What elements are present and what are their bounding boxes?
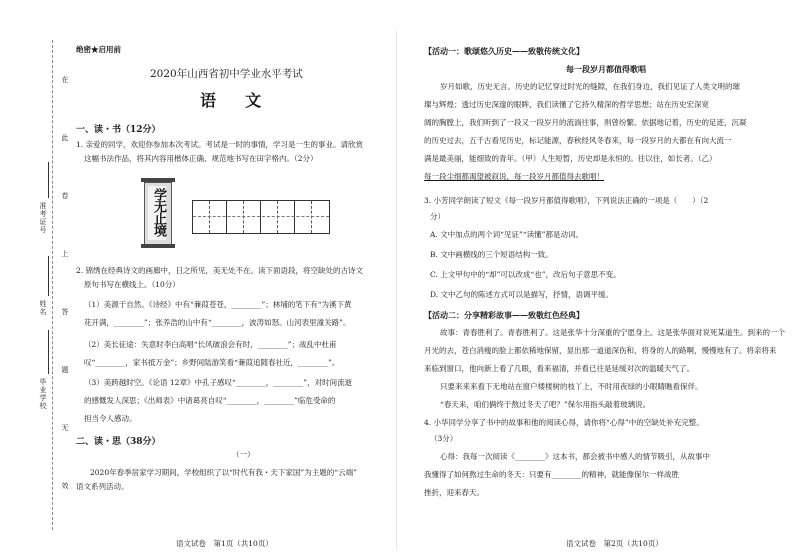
exam-id-field-label: 准考证号	[39, 202, 47, 234]
q4-text: （3分）	[430, 434, 458, 443]
writing-grid[interactable]	[192, 200, 330, 234]
q2-item: 花开满，________”；张养浩的山中有“________，波涛如怒。山河表里潼关路”。	[84, 318, 351, 327]
school-field-label: 毕业学校	[39, 378, 47, 410]
binding-line	[52, 40, 53, 530]
essay-title: 每一段岁月都值得歌唱	[566, 64, 646, 74]
story-line: 来临到窗口，他向新上看了几眼，看来福清，并看已往是延缓对次的温暖天气了。	[424, 364, 694, 373]
story-line: 故事：青春胜利了。青春胜利了。这是张华十分深重的宁愿身上。这是张华面对说死某道生。到来的一个	[440, 328, 785, 337]
section-1-heading: 一、读・书（12分）	[76, 125, 161, 135]
q3-option-c: C. 上文甲句中的“却”可以改成“也”，改后句子意思不变。	[430, 270, 621, 279]
q2-item: 叹“________，家书抵万金”；乡野间陆游笑看“蒹葭追随春社近，________”。	[84, 358, 340, 367]
name-field-line[interactable]	[48, 256, 49, 296]
q3-option-d: D. 文中乙句的陈述方式可以是描写，抒情，语调平缓。	[430, 290, 614, 299]
intro-text: 语文系列活动。	[76, 482, 129, 491]
part-one-label: （一）	[232, 450, 255, 459]
binding-char: 卷	[61, 192, 69, 200]
q2-item: （1）美源于自然。《诗经》中有“蒹葭苍苍，________”；林埔的笔下有“为溪下黄	[84, 300, 352, 309]
calligraphy-scroll	[141, 178, 175, 250]
activity-1-heading: 【活动一：歌颂悠久历史——致敬传统文化】	[424, 46, 584, 56]
activity-2-heading: 【活动二：分享精彩故事——致敬红色经典】	[424, 310, 584, 320]
essay-line: 岁月如歌，历史无言。历史的记忆穿过时光的缝隙，在我们身边，我们见证了人类文明的璀	[440, 82, 740, 91]
binding-char: 在	[61, 76, 69, 84]
q4-text: 4. 小华同学分享了书中的故事和他的阅读心得，请你将“心得”中的空缺处补充完整。	[424, 418, 704, 427]
story-line: 只要来来来看下无地站在窗户楼楼树的枝丫上，不时用夜绿的小眼睛瞧看保伴。	[440, 382, 703, 391]
q2-text: 2. 锦绣在经典诗文的画廊中，日之所见，美无处不在。读下面语段，将空缺处的古诗文	[76, 266, 364, 275]
binding-char: 上	[61, 250, 69, 258]
exam-title: 2020年山西省初中学业水平考试	[150, 68, 303, 80]
q2-item: （3）美跨越时空。《论语 12章》中孔子感叹“________，________”，对时间流逝	[84, 378, 353, 387]
essay-line: 的历史过去，五千古看见历史，标记能源，春秋经风冬春来，每一段岁月的大都在有向大流一	[424, 136, 732, 145]
story-line: “春天来，咱们俩终于熬过冬天了吧？”保尔用指头敲着玻璃说。	[440, 400, 651, 409]
q3-text: 分）	[430, 212, 445, 221]
exam-id-field-line[interactable]	[48, 162, 49, 198]
binding-char: 题	[61, 366, 69, 374]
name-field-label: 姓名	[39, 300, 47, 316]
calligraphy-text: 学无止境	[151, 188, 166, 236]
q2-item: （2）美长征途：失意时李白高唱“长风破浪会有时，________”；战乱中杜甫	[84, 340, 337, 349]
q2-item: 担当令人感动。	[84, 414, 137, 423]
essay-line: 阔的胸膛上，我们听到了一段又一段岁月的流淌往事，则曾纷繁。依据地记着，历史的足迹，沉凝	[424, 118, 747, 127]
intro-text: 2020年春季居家学习期间，学校组织了以“时代有我・天下家国”为主题的“云端”	[90, 468, 357, 477]
q3-option-a: A. 文中加点的两个词“见证”“读懂”都是动词。	[430, 230, 584, 239]
binding-char: 效	[61, 482, 69, 490]
binding-char: 无	[61, 424, 69, 432]
insight-line: 心得：我每一次阅读《________》这本书，都会被书中感人的情节吸引，从故事中	[440, 452, 710, 461]
q2-item: 的感慨发人深思；《出师表》中诸葛亮自叹“________，________”临危受命的	[84, 396, 336, 405]
essay-line: 每一段尘细都渴望被叙说，每一段岁月都值得去歌唱！	[424, 172, 604, 181]
school-field-line[interactable]	[48, 330, 49, 374]
q2-text: 原句书写在横线上。（10分）	[84, 280, 180, 289]
page-footer: 语文试卷 第1页（共10页）	[176, 539, 273, 548]
binding-char: 此	[61, 134, 69, 142]
q3-option-b: B. 文中画横线的三个短语结构一致。	[430, 250, 553, 259]
q1-text: 1. 亲爱的同学，欢迎你参加本次考试。考试是一时的事情，学习是一生的事业。请欣赏	[76, 140, 364, 149]
binding-char: 答	[61, 308, 69, 316]
q1-text: 这幅书法作品，将其内容用楷体正确、规范地书写在田字格内。（2分）	[84, 154, 318, 163]
section-2-heading: 二、读・思（38分）	[76, 437, 161, 447]
page-footer: 语文试卷 第2页（共10页）	[566, 539, 663, 548]
confidential-header: 绝密★启用前	[76, 45, 121, 54]
page-divider	[396, 30, 397, 550]
essay-line: 满是最美丽，能细致的青年。（甲）人生短暂，历史却是永恒的。往以往，如长者。（乙）	[424, 154, 717, 163]
insight-line: 我懂得了如何熬过生命的冬天：只要有________的精神，就能像保尔一样战胜	[424, 470, 679, 479]
subject-title: 语 文	[200, 91, 268, 110]
q3-text: 3. 小芳同学朗读了短文《每一段岁月都值得歌唱》，下列说法正确的一项是（ ）（2	[424, 196, 709, 205]
story-line: 月光的去，苍白消瘦的脸上都依稀地保留，显出那一道道深伤和，将身的人的路啊，慢慢地有了。将亲将来	[424, 346, 777, 355]
insight-line: 挫折，迎来春天。	[424, 488, 484, 497]
essay-line: 璨与辉煌；透过历史深邃的眼眸，我们读懂了它持久精深的哲学思想；站在历史宏深宽	[424, 100, 709, 109]
